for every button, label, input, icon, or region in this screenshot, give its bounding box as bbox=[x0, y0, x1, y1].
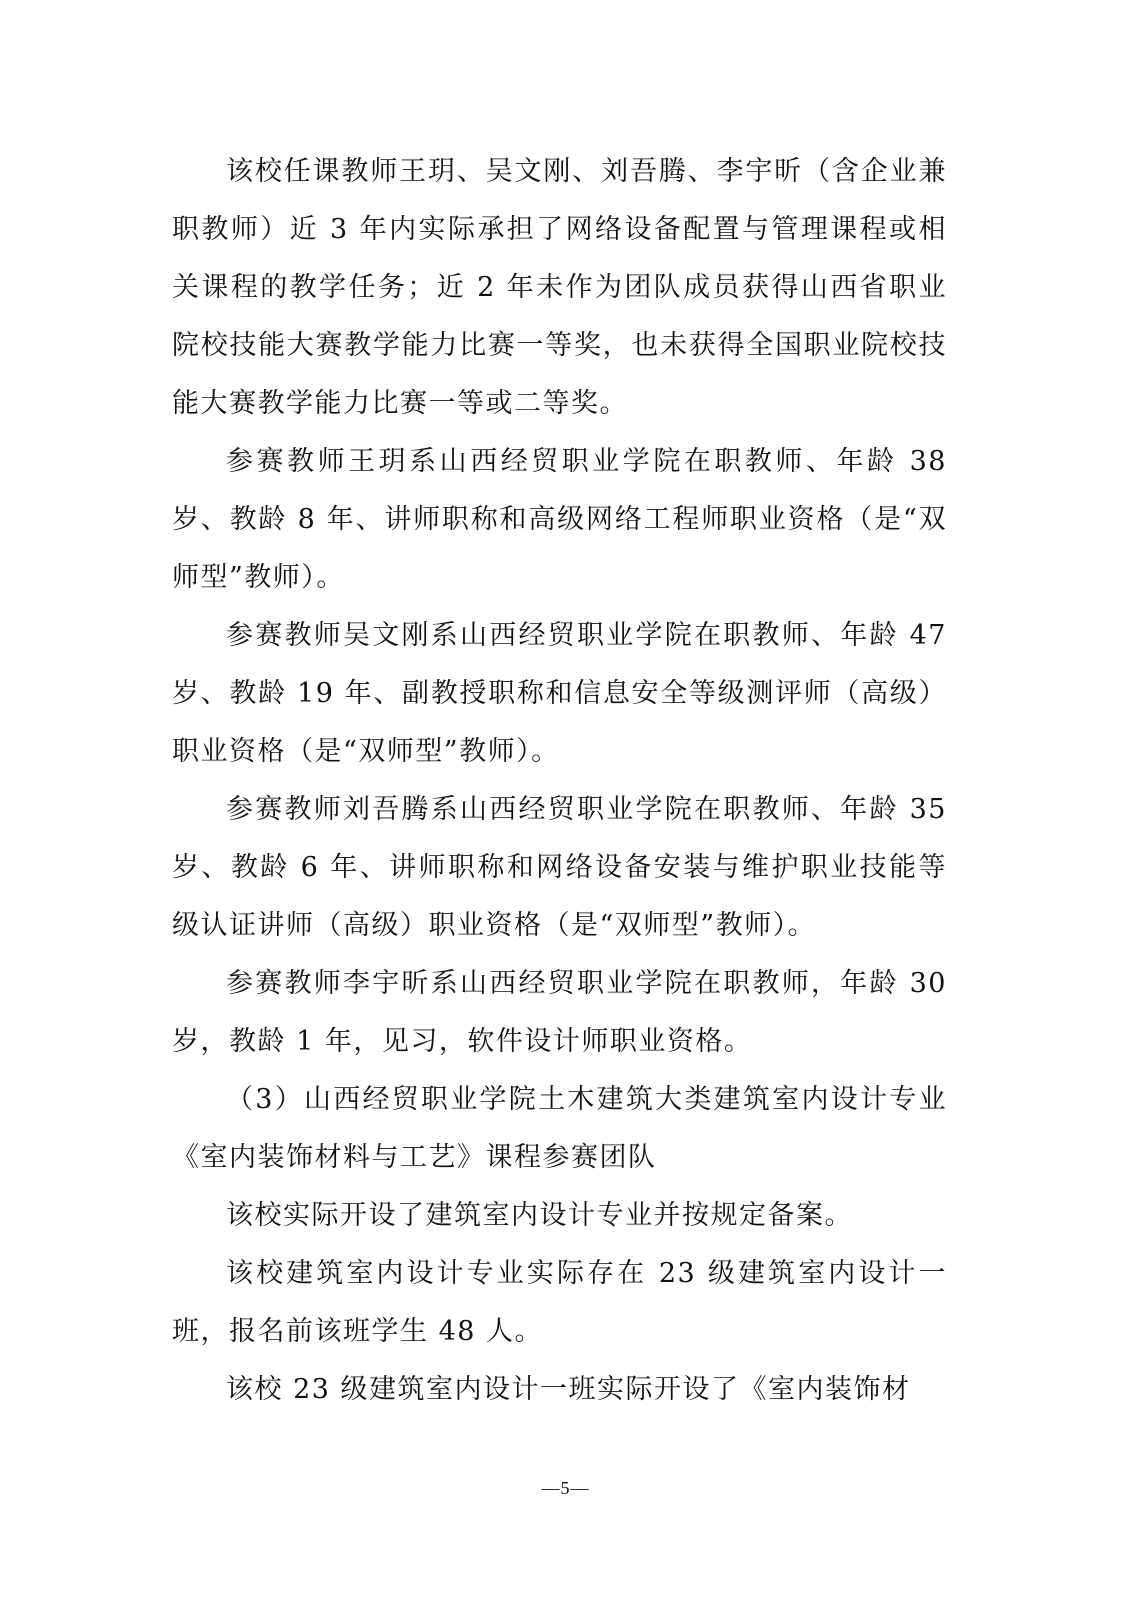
paragraph-teacher-wu-wengang: 参赛教师吴文刚系山西经贸职业学院在职教师、年龄 47 岁、教龄 19 年、副教授职称和信息安全等级测评师（高级）职业资格（是“双师型”教师）。 bbox=[172, 620, 947, 767]
paragraph-class-students: 该校建筑室内设计专业实际存在 23 级建筑室内设计一班，报名前该班学生 48 人。 bbox=[172, 1258, 947, 1347]
paragraph-major-registered: 该校实际开设了建筑室内设计专业并按规定备案。 bbox=[226, 1200, 853, 1231]
paragraph-course-offered: 该校 23 级建筑室内设计一班实际开设了《室内装饰材 bbox=[226, 1374, 911, 1405]
page-number: —5— bbox=[541, 1478, 590, 1498]
body-text bbox=[172, 143, 947, 1419]
paragraph-teacher-liu-wuteng: 参赛教师刘吾腾系山西经贸职业学院在职教师、年龄 35 岁、教龄 6 年、讲师职称和网络设备安装与维护职业技能等级认证讲师（高级）职业资格（是“双师型”教师）。 bbox=[172, 794, 947, 941]
paragraph-teachers-qualification: 该校任课教师王玥、吴文刚、刘吾腾、李宇昕（含企业兼职教师）近 3 年内实际承担了网络设备配置与管理课程或相关课程的教学任务；近 2 年未作为团队成员获得山西省职业院校技能大赛教学能力比赛一等奖，也未获得全国职业院校技能大赛教学能力比赛一等或二等奖。 bbox=[172, 156, 947, 419]
paragraph-teacher-li-yuxin: 参赛教师李宇昕系山西经贸职业学院在职教师，年龄 30 岁，教龄 1 年，见习，软件设计师职业资格。 bbox=[172, 968, 947, 1057]
section-heading-team-3: （3）山西经贸职业学院土木建筑大类建筑室内设计专业《室内装饰材料与工艺》课程参赛团队 bbox=[172, 1084, 947, 1173]
paragraph-teacher-wang-yue: 参赛教师王玥系山西经贸职业学院在职教师、年龄 38 岁、教龄 8 年、讲师职称和高级网络工程师职业资格（是“双师型”教师）。 bbox=[172, 446, 947, 593]
